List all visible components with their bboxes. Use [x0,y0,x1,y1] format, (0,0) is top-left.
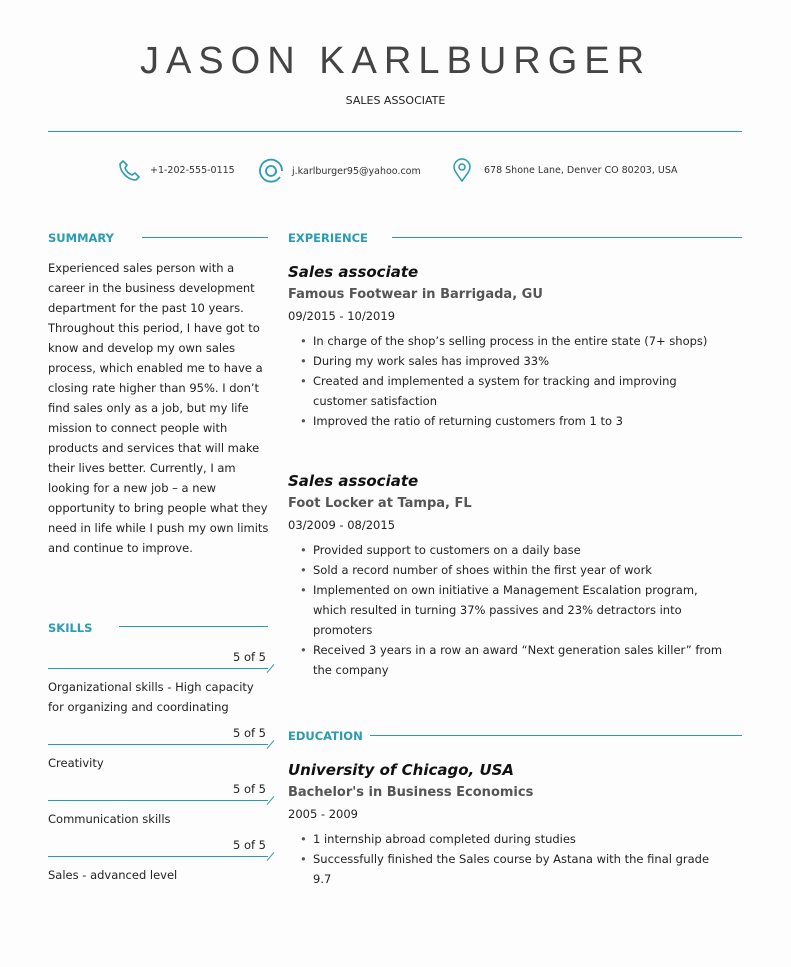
skill-level: 5 of 5 [232,650,266,664]
skill-bar [48,668,268,669]
education-dates: 2005 - 2009 [288,807,358,821]
experience-heading: EXPERIENCE [288,231,368,245]
school-name: University of Chicago, USA [288,761,515,779]
contact-phone [118,158,235,182]
skills-heading: SKILLS [48,621,93,635]
email-text: j.karlburger95@yahoo.com [292,165,421,177]
job-bullet: • Sold a record number of shoes within the first year of work [288,560,728,580]
education-bullet: • Successfully finished the Sales course by Astana with the final grade 9.7 [288,849,728,889]
header-divider [48,131,742,132]
job-bullet: • Implemented on own initiative a Management Escalation program, which resulted in turning 37% passives and 23% detractors into promoters [288,580,728,640]
education-bullet: • 1 internship abroad completed during studies [288,829,728,849]
summary-text: Experienced sales person with a career in the business development department for the past 10 years. Throughout this period, I have got to know and develop my own sales process, which enabled me to have a closing rate higher than 95%. I don’t find sales only as a job, but my life mission to connect people with products and services that will make their lives better. Currently, I am looking for a new job – a new opportunity to bring people what they need in life while I push my own limits and continue to improve. [48,261,269,555]
degree: Bachelor's in Business Economics [288,785,534,800]
skill-name: Organizational skills - High capacity for organizing and coordinating [48,680,254,714]
skill-level: 5 of 5 [232,782,266,796]
job-entry [288,472,742,680]
skill-item [48,650,268,717]
job-bullet: • In charge of the shop’s selling process in the entire state (7+ shops) [288,331,728,351]
summary-heading: SUMMARY [48,231,114,245]
job-bullet: • Received 3 years in a row an award “Next generation sales killer” from the company [288,640,728,680]
education-divider [370,735,742,736]
skill-name: Creativity [48,756,104,770]
job-bullet: • During my work sales has improved 33% [288,351,728,371]
job-dates: 03/2009 - 08/2015 [288,518,396,532]
candidate-role: SALES ASSOCIATE [345,94,446,107]
job-company: Foot Locker at Tampa, FL [288,496,472,511]
skills-divider [119,626,268,627]
skill-name: Sales - advanced level [48,868,178,882]
job-entry [288,263,742,431]
skill-bar [48,744,268,745]
job-bullet: • Created and implemented a system for tracking and improving customer satisfaction [288,371,728,411]
phone-icon [118,158,142,182]
skill-bar [48,800,268,801]
location-pin-icon [452,158,472,182]
at-icon [258,158,284,184]
summary-divider [142,237,268,238]
skill-level: 5 of 5 [232,726,266,740]
contact-email [258,158,421,184]
skill-bar [48,856,268,857]
skill-item [48,782,268,829]
skill-item [48,726,268,773]
experience-divider [392,237,742,238]
education-entry [288,761,742,889]
job-bullet: • Improved the ratio of returning customers from 1 to 3 [288,411,728,431]
candidate-name: JASON KARLBURGER [139,40,652,82]
contact-address [452,158,678,182]
skill-name: Communication skills [48,812,171,826]
job-title: Sales associate [288,263,419,281]
education-heading: EDUCATION [288,729,363,743]
skill-item [48,838,268,885]
job-dates: 09/2015 - 10/2019 [288,309,396,323]
job-company: Famous Footwear in Barrigada, GU [288,287,543,302]
address-text: 678 Shone Lane, Denver CO 80203, USA [484,164,678,176]
job-title: Sales associate [288,472,419,490]
skill-level: 5 of 5 [232,838,266,852]
job-bullet: • Provided support to customers on a daily base [288,540,728,560]
phone-text: +1-202-555-0115 [150,164,235,176]
